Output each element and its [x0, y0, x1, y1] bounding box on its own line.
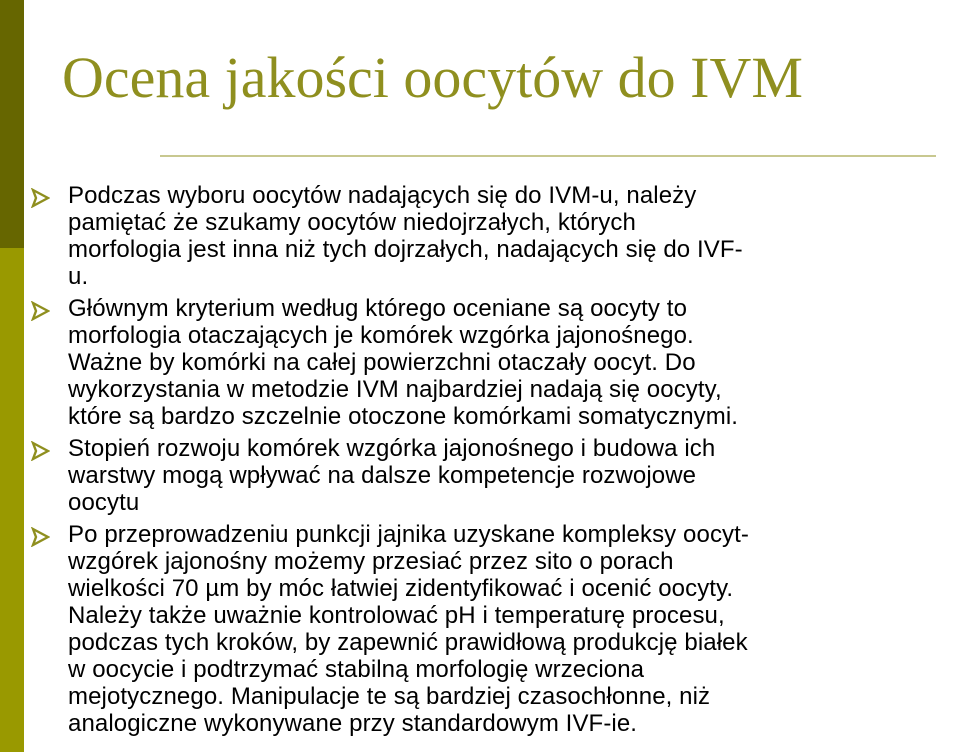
title-underline	[160, 155, 936, 157]
slide-title: Ocena jakości oocytów do IVM	[62, 45, 803, 110]
arrow-bullet-icon	[30, 527, 50, 547]
bullet-list	[30, 182, 958, 742]
arrow-bullet-icon	[30, 441, 50, 461]
bullet-text: Podczas wyboru oocytów nadających się do IVM-u, należy pamiętać że szukamy oocytów niedojrzałych, których morfologia jest inna niż tych dojrzałych, nadających się do IVF- u.	[68, 182, 743, 290]
arrow-bullet-icon	[30, 188, 50, 208]
arrow-bullet-icon	[30, 301, 50, 321]
bullet-text: Stopień rozwoju komórek wzgórka jajonośnego i budowa ich warstwy mogą wpływać na dalsze kompetencje rozwojowe oocytu	[68, 435, 716, 516]
sidebar-bottom-band	[0, 248, 24, 752]
sidebar-decoration	[0, 0, 24, 752]
bullet-text: Głównym kryterium według którego oceniane są oocyty to morfologia otaczających je komórek wzgórka jajonośnego. Ważne by komórki na całej powierzchni otaczały oocyt. Do wykorzystania w metodzie IVM najbardziej nadają się oocyty, które są bardzo szczelnie otoczone komórkami somatycznymi.	[68, 295, 739, 430]
bullet-item-4	[30, 521, 958, 737]
bullet-text: Po przeprowadzeniu punkcji jajnika uzyskane kompleksy oocyt- wzgórek jajonośny możemy przesiać przez sito o porach wielkości 70 µm by móc łatwiej zidentyfikować i ocenić oocyty. Należy także uważnie kontrolować pH i temperaturę procesu, podczas tych kroków, by zapewnić prawidłową produkcję białek w oocycie i podtrzymać stabilną morfologię wrzeciona mejotycznego. Manipulacje te są bardziej czasochłonne, niż analogiczne wykonywane przy standardowym IVF-ie.	[68, 521, 749, 737]
sidebar-top-band	[0, 0, 24, 248]
bullet-item-1	[30, 182, 958, 290]
bullet-item-2	[30, 295, 958, 430]
bullet-item-3	[30, 435, 958, 516]
